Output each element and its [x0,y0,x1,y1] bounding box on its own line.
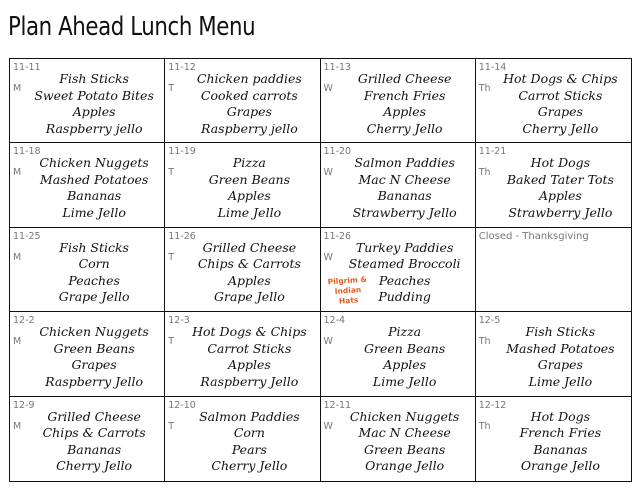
menu-item: Apples [72,104,116,119]
cell-day: W [323,251,333,263]
cell-day: Th [478,167,491,179]
menu-item: Hot Dogs [530,408,591,424]
menu-item: Fish Sticks [59,71,129,86]
cell-date: 12-11 [323,399,352,411]
cell-date: 11-13 [323,62,352,73]
menu-items [179,155,319,221]
menu-item: Cherry Jello [366,120,443,136]
menu-items [335,71,475,137]
cell-day: Th [478,420,491,432]
menu-cell-closed [476,228,631,312]
cell-date: 11-25 [13,230,41,242]
menu-item: Corn [233,425,265,441]
menu-item: Apples [227,272,271,288]
menu-item: Orange Jello [365,458,445,474]
cell-day: M [13,336,22,348]
menu-item: Peaches [68,272,120,288]
menu-items [179,71,319,137]
cell-day: M [13,83,22,94]
menu-item: Sweet Potato Bites [34,87,154,103]
handwritten-note: Pilgrim & Indian Hats [326,274,367,306]
menu-items [179,240,319,306]
menu-item: Mashed Potatoes [506,340,615,356]
menu-cell [476,143,631,227]
menu-item: Chips & Carrots [197,256,301,272]
menu-item: Salmon Paddies [199,408,300,424]
menu-item: Lime Jello [62,204,126,220]
menu-item: Raspberry Jello [200,373,299,389]
menu-cell [165,312,320,396]
menu-cell [165,143,320,227]
menu-item: Mac N Cheese [358,425,451,441]
menu-item: Grapes [537,357,583,373]
cell-date: 12-2 [13,315,35,327]
closed-label: Closed - Thanksgiving [478,230,589,242]
cell-day: W [323,167,333,179]
menu-item: Grape Jello [214,289,285,305]
cell-date: 11-14 [478,62,507,73]
menu-item: Green Beans [53,340,135,356]
menu-item: Pizza [232,155,266,171]
menu-item: Bananas [377,188,432,204]
menu-item: Lime Jello [528,373,593,389]
menu-item: French Fries [519,425,602,441]
menu-items [335,155,475,221]
menu-item: Green Beans [208,171,291,187]
menu-item: Fish Sticks [525,324,596,340]
menu-grid [9,58,632,482]
menu-item: Grilled Cheese [357,71,452,86]
menu-items [24,324,164,390]
menu-cell [321,312,476,396]
menu-items [24,240,164,306]
cell-date: 11-11 [13,62,41,73]
menu-items [490,324,631,390]
menu-cell [10,59,165,143]
cell-date: 12-4 [323,315,346,327]
cell-day: W [323,420,333,432]
menu-item: Grapes [226,104,272,119]
menu-item: Bananas [67,441,122,457]
menu-item: Grapes [71,357,117,373]
cell-date: 12-10 [168,399,196,411]
menu-items [24,409,164,475]
menu-item: Grilled Cheese [47,408,141,424]
menu-item: Turkey Paddies [355,239,454,255]
menu-cell [10,143,165,227]
menu-cell [476,312,631,396]
cell-date: 11-26 [323,230,352,242]
menu-cell [476,59,631,143]
menu-item: French Fries [363,87,446,103]
menu-item: Grilled Cheese [202,239,297,255]
cell-date: 12-5 [478,315,501,327]
menu-items [335,409,475,475]
menu-items [179,409,319,475]
menu-item: Carrot Sticks [518,87,603,103]
cell-day: M [13,420,22,432]
cell-day: W [323,83,333,94]
page-title: Plan Ahead Lunch Menu [8,12,256,42]
menu-item: Peaches [378,272,431,288]
menu-item: Raspberry Jello [45,373,144,389]
menu-item: Chips & Carrots [42,425,146,441]
menu-item: Cherry Jello [522,120,599,136]
menu-item: Corn [78,256,110,272]
menu-items [179,324,319,390]
menu-items [490,71,631,137]
cell-date: 11-12 [168,62,196,73]
menu-item: Apples [227,357,271,373]
menu-items [24,155,164,221]
cell-date: 11-20 [323,146,352,158]
menu-item: Chicken Nuggets [349,408,460,424]
cell-day: Th [478,83,491,94]
menu-item: Orange Jello [520,458,600,474]
menu-item: Raspberry jello [201,120,298,136]
cell-day: M [13,167,22,179]
menu-item: Chicken paddies [196,71,302,86]
menu-item: Carrot Sticks [207,340,292,356]
cell-day: T [168,420,175,432]
menu-item: Green Beans [363,441,446,457]
cell-date: 11-19 [168,146,196,158]
menu-items [24,71,164,137]
cell-day: M [13,251,22,263]
menu-item: Apples [383,357,427,373]
menu-item: Cooked carrots [200,87,298,103]
menu-item: Chicken Nuggets [39,155,149,171]
menu-item: Salmon Paddies [354,155,455,171]
menu-item: Pears [231,441,267,457]
menu-item: Baked Tater Tots [506,171,614,187]
cell-day: T [168,251,175,263]
menu-item: Chicken Nuggets [39,324,149,340]
menu-item: Hot Dogs [530,155,591,171]
menu-items [490,155,631,221]
menu-item: Pizza [388,324,422,340]
menu-item: Bananas [67,188,122,204]
menu-item: Apples [227,188,271,204]
cell-day: T [168,336,175,348]
menu-item: Steamed Broccoli [348,256,461,272]
menu-cell [165,397,320,481]
menu-item: Strawberry Jello [352,204,457,220]
menu-item: Strawberry Jello [508,204,613,220]
menu-item: Hot Dogs & Chips [503,71,618,86]
cell-day: T [168,167,175,179]
menu-cell [165,228,320,312]
menu-item: Cherry Jello [211,458,288,474]
menu-cell [10,397,165,481]
menu-item: Raspberry jello [45,120,143,136]
menu-item: Fish Sticks [59,239,129,255]
cell-day: W [323,336,333,348]
cell-date: 12-3 [168,315,190,327]
cell-date: 12-9 [13,399,35,411]
menu-item: Lime Jello [217,204,282,220]
menu-item: Green Beans [363,340,446,356]
cell-day: T [168,83,175,94]
menu-items [335,324,475,390]
menu-item: Grape Jello [58,289,130,305]
menu-item: Bananas [533,441,588,457]
cell-date: 11-21 [478,146,507,158]
menu-item: Mac N Cheese [358,171,451,187]
menu-item: Lime Jello [372,373,437,389]
cell-date: 11-18 [13,146,41,158]
menu-cell [321,59,476,143]
menu-item: Apples [538,188,582,204]
menu-item: Pudding [378,289,431,305]
cell-date: 11-26 [168,230,196,242]
menu-cell [321,397,476,481]
menu-item: Mashed Potatoes [39,171,149,187]
menu-cell [10,228,165,312]
menu-cell [165,59,320,143]
menu-item: Cherry Jello [56,458,133,474]
menu-item: Apples [383,104,427,119]
cell-day: Th [478,336,491,348]
menu-cell [476,397,631,481]
cell-date: 12-12 [478,399,507,411]
menu-cell [321,143,476,227]
menu-cell [10,312,165,396]
menu-items [490,409,631,475]
menu-cell [321,228,476,312]
menu-item: Hot Dogs & Chips [192,324,307,340]
menu-item: Grapes [537,104,583,119]
